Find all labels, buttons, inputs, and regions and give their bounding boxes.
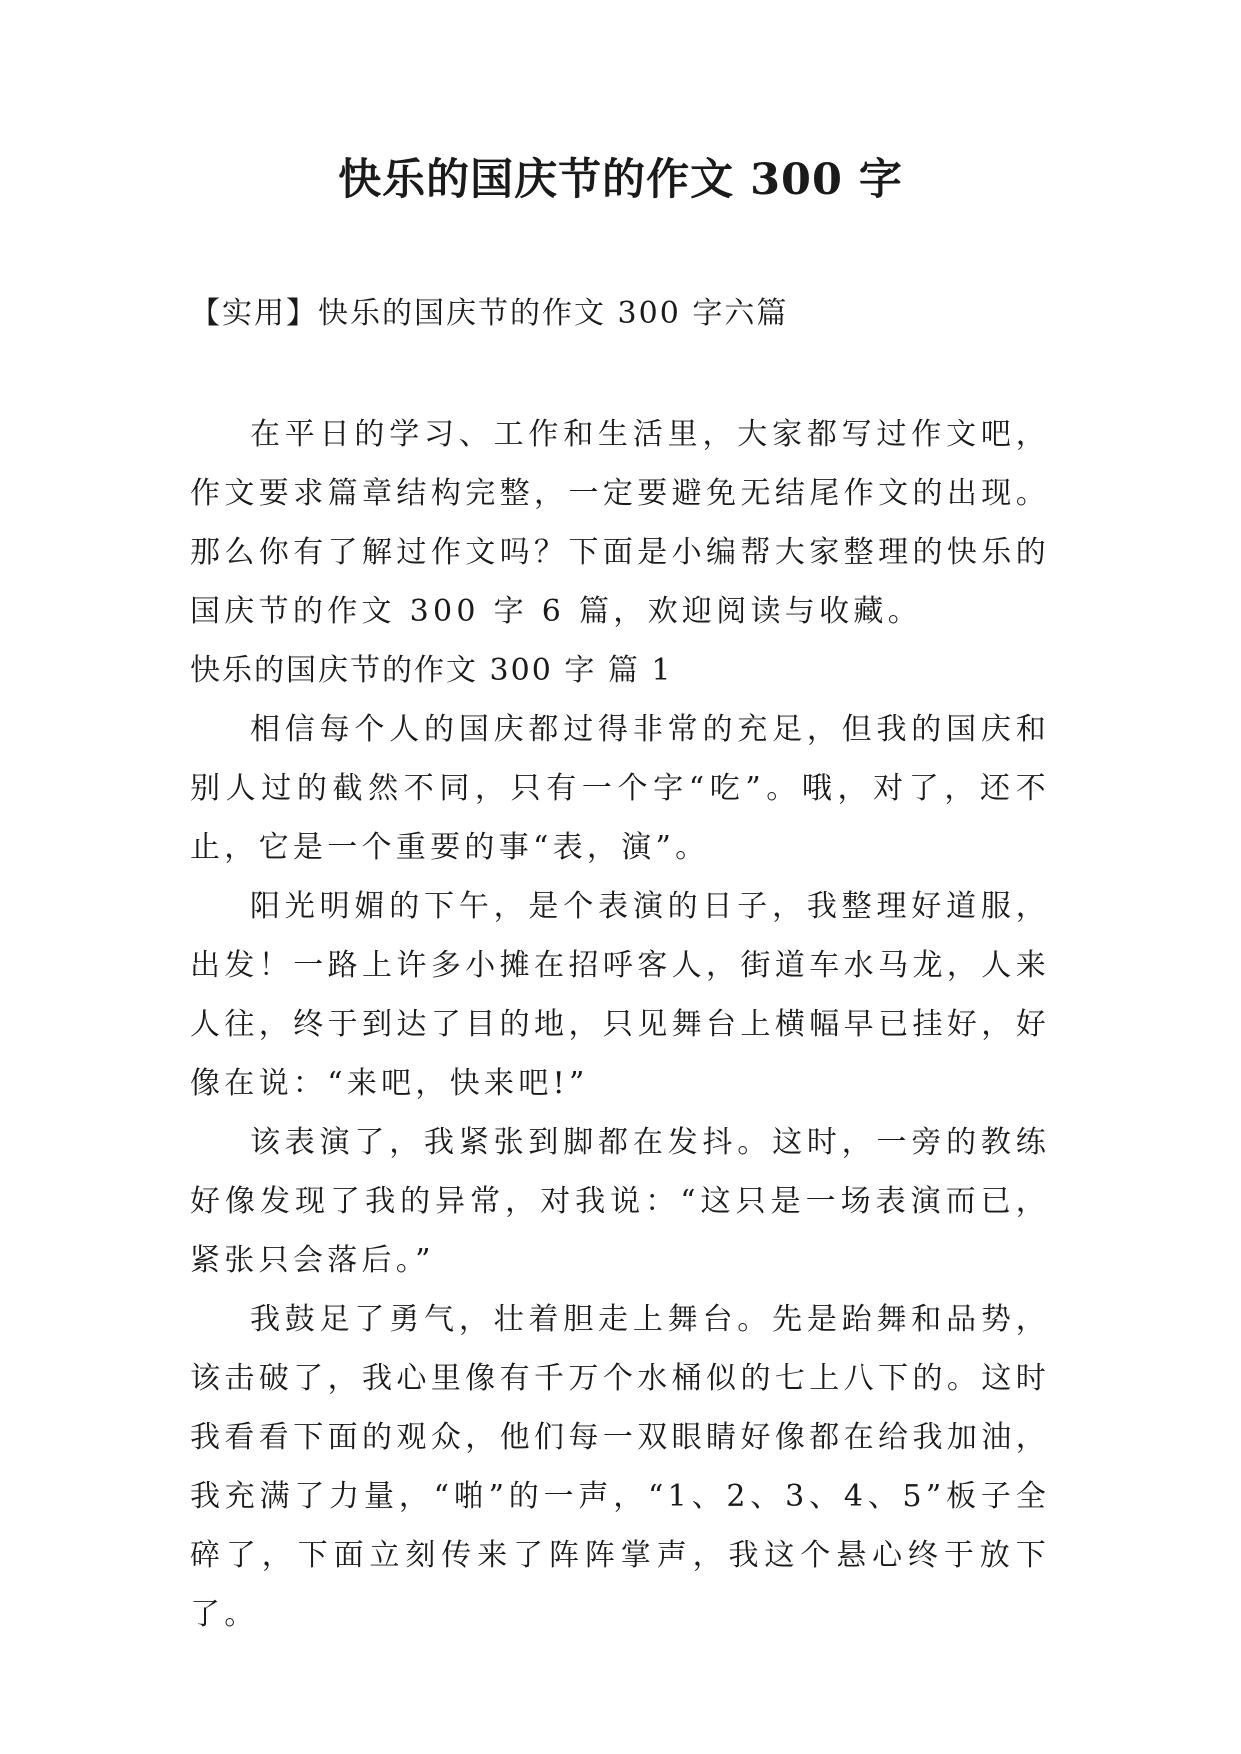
document-subtitle: 【实用】快乐的国庆节的作文 300 字六篇 [190,296,789,331]
document-body [190,405,1050,1644]
intro-paragraph: 在平日的学习、工作和生活里，大家都写过作文吧，作文要求篇章结构完整，一定要避免无结尾作文的出现。那么你有了解过作文吗？下面是小编帮大家整理的快乐的国庆节的作文 300 字 6 篇，欢迎阅读与收藏。 [190,417,1050,629]
document-title: 快乐的国庆节的作文 300 字 [338,155,903,205]
section-heading: 快乐的国庆节的作文 300 字 篇 1 [190,653,673,688]
body-paragraph: 该表演了，我紧张到脚都在发抖。这时，一旁的教练好像发现了我的异常，对我说：“这只是一场表演而已，紧张只会落后。” [190,1125,1050,1278]
body-paragraph: 相信每个人的国庆都过得非常的充足，但我的国庆和别人过的截然不同，只有一个字“吃”。哦，对了，还不止，它是一个重要的事“表，演”。 [190,712,1050,865]
body-paragraph: 阳光明媚的下午，是个表演的日子，我整理好道服，出发！一路上许多小摊在招呼客人，街道车水马龙，人来人往，终于到达了目的地，只见舞台上横幅早已挂好，好像在说：“来吧，快来吧!” [190,889,1050,1101]
body-paragraph: 我鼓足了勇气，壮着胆走上舞台。先是跆舞和品势，该击破了，我心里像有千万个水桶似的七上八下的。这时我看看下面的观众，他们每一双眼睛好像都在给我加油，我充满了力量，“啪”的一声，“1、2、3、4、5”板子全碎了，下面立刻传来了阵阵掌声，我这个悬心终于放下了。 [190,1302,1050,1632]
